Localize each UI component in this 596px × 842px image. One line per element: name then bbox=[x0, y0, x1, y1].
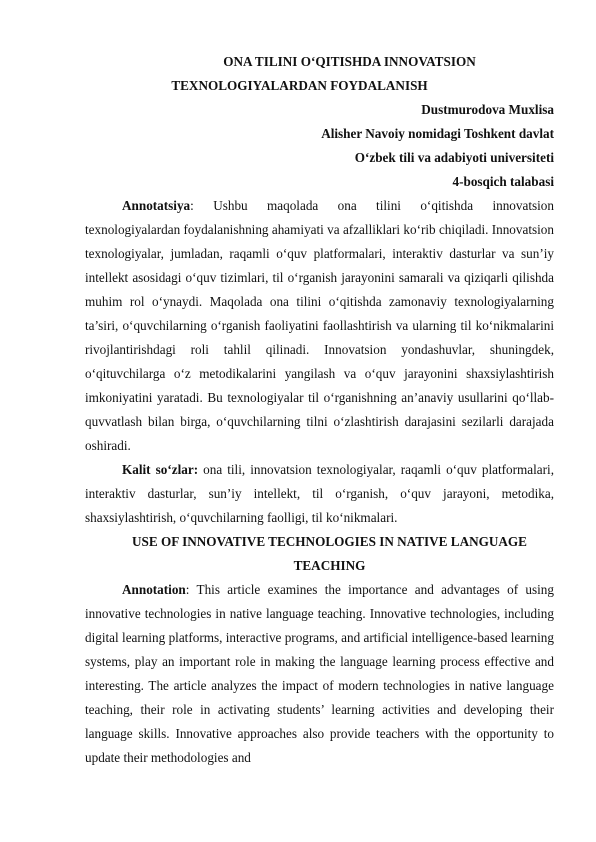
english-title-line-1: USE OF INNOVATIVE TECHNOLOGIES IN NATIVE LANGUAGE bbox=[132, 534, 527, 549]
uzbek-title-line-2: TEXNOLOGIYALARDAN FOYDALANISH bbox=[171, 78, 428, 93]
uzbek-annotation-text: : Ushbu maqolada ona tilini o‘qitishda innovatsion texnologiyalardan foydalanishning ahamiyati va afzalliklari ko‘rib chiqiladi. Innovatsion texnologiyalar, jumladan, raqamli o‘quv platformalari, interaktiv dasturlar va sun’iy intellekt asosidagi o‘quv tizimlari, til o‘rganish jarayonini samarali va qiziqarli qilishda muhim rol o‘ynaydi. Maqolada ona tilini o‘qitishda zamonaviy texnologiyalarning ta’siri, o‘quvchilarning o‘rganish faoliyatini faollashtirish va ularning til ko‘nikmalarini rivojlantirishdagi roli tahlil qilinadi. Innovatsion yondashuvlar, shuningdek, o‘qituvchilarga o‘z metodikalarini yangilash va o‘quv jarayonini shaxsiylashtirish imkoniyatini yaratadi. Bu texnologiyalar til o‘rganishning an’anaviy usullarini qo‘llab-quvvatlash bilan birga, o‘quvchilarning tilni o‘zlashtirish darajasini sezilarli darajada oshiradi. bbox=[85, 198, 554, 453]
author-affiliation-1: Alisher Navoiy nomidagi Toshkent davlat bbox=[321, 126, 554, 141]
english-title-line-2: TEACHING bbox=[293, 558, 366, 573]
english-annotation-label: Annotation bbox=[122, 582, 186, 597]
author-name: Dustmurodova Muxlisa bbox=[421, 102, 554, 117]
paper-page bbox=[85, 50, 554, 770]
uzbek-annotation-paragraph bbox=[85, 194, 554, 458]
uzbek-keywords-paragraph bbox=[85, 458, 554, 530]
uzbek-keywords-text: ona tili, innovatsion texnologiyalar, raqamli o‘quv platformalari, interaktiv dasturlar, sun’iy intellekt, til o‘rganish, o‘quv jarayoni, metodika, shaxsiylashtirish, o‘quvchilarning faolligi, til ko‘nikmalari. bbox=[85, 462, 554, 525]
author-status: 4-bosqich talabasi bbox=[452, 174, 554, 189]
uzbek-keywords-label: Kalit so‘zlar: bbox=[122, 462, 199, 477]
english-annotation-text: : This article examines the importance and advantages of using innovative technologies in native language teaching. Innovative technologies, including digital learning platforms, interactive programs, and artificial intelligence-based learning systems, play an important role in making the language learning process effective and interesting. The article analyzes the impact of modern technologies in native language teaching, their role in activating students’ learning activities and developing their language skills. Innovative approaches also provide teachers with the opportunity to update their methodologies and bbox=[85, 582, 554, 765]
uzbek-title-line-1: ONA TILINI O‘QITISHDA INNOVATSION bbox=[223, 54, 476, 69]
english-annotation-paragraph bbox=[85, 578, 554, 770]
uzbek-annotation-label: Annotatsiya bbox=[122, 198, 191, 213]
author-affiliation-2: O‘zbek tili va adabiyoti universiteti bbox=[354, 150, 554, 165]
